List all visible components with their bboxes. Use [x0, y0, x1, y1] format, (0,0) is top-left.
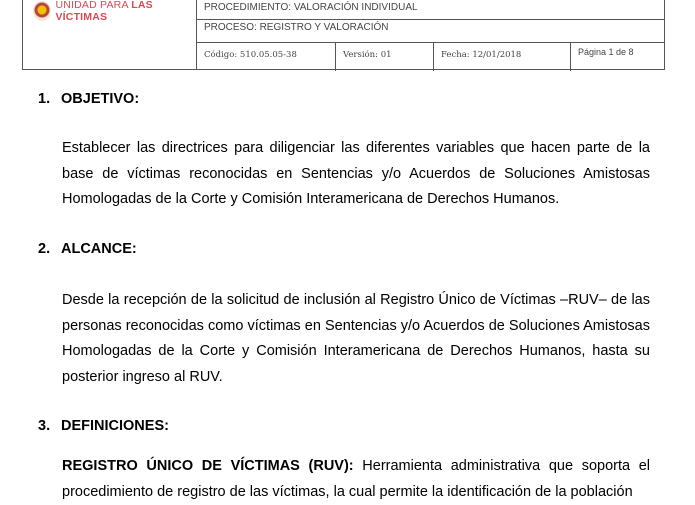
- meta-row: [197, 43, 664, 71]
- procedimiento-label: PROCEDIMIENTO: VALORACIÓN INDIVIDUAL: [204, 2, 418, 13]
- document-header: [22, 0, 665, 70]
- version-cell: Versión: 01: [336, 43, 434, 71]
- logo-cell: [23, 0, 197, 69]
- definition-ruv: [62, 454, 650, 505]
- section-text-objetivo: Establecer las directrices para diligenciar las diferentes variables que hacen parte de la base de víctimas reconocidas en Sentencias y/o Acuerdos de Soluciones Amistosas Homologadas de la Corte y Comisión Interamericana de Derechos Humanos.: [62, 140, 650, 207]
- section-heading-alcance: 2. ALCANCE:: [38, 241, 137, 257]
- pagina-cell: Página 1 de 8: [578, 47, 634, 57]
- section-text-alcance: Desde la recepción de la solicitud de inclusión al Registro Único de Víctimas –RUV– de las personas reconocidas como víctimas en Sentencias y/o Acuerdos de Soluciones Amistosas Homologadas de la Corte y Comisión Interamericana de Derechos Humanos, hasta su posterior ingreso al RUV.: [62, 292, 650, 385]
- proceso-row: [197, 20, 664, 43]
- logo-text: UNIDAD PARA LAS VÍCTIMAS: [55, 0, 153, 23]
- codigo-cell: Código: 510.05.05-38: [197, 43, 336, 71]
- section-heading-definiciones: 3. DEFINICIONES:: [38, 418, 169, 434]
- proceso-label: PROCESO: REGISTRO Y VALORACIÓN: [204, 22, 389, 33]
- fecha-cell: Fecha: 12/01/2018: [434, 43, 571, 71]
- seal-icon: [33, 1, 51, 21]
- logo: [33, 0, 196, 23]
- section-heading-objetivo: 1. OBJETIVO:: [38, 91, 140, 107]
- definition-text: Herramienta administrativa que soporta el procedimiento de registro de las víctimas, la cual permite la identificación de la población: [62, 458, 650, 500]
- procedimiento-row: [197, 0, 664, 20]
- definition-term: REGISTRO ÚNICO DE VÍCTIMAS (RUV):: [62, 458, 354, 474]
